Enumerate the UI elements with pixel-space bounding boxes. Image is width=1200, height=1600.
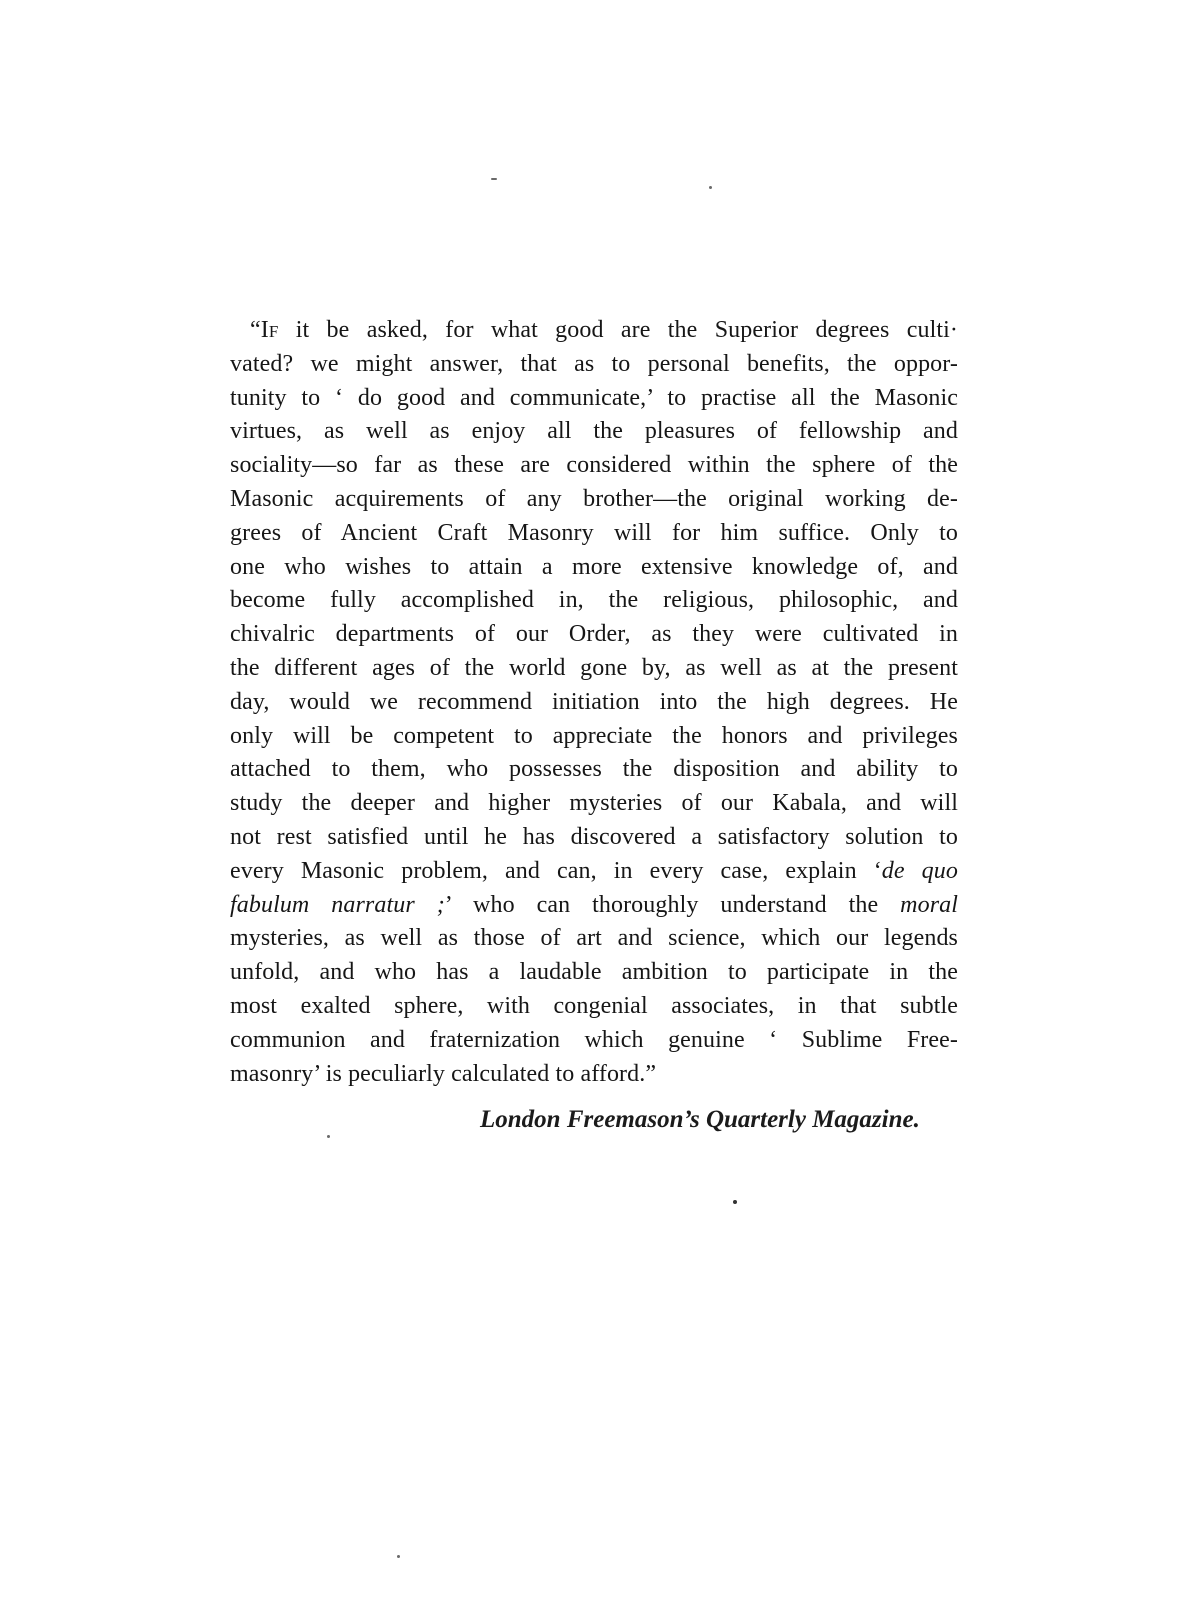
quote-line: “If it be asked, for what good are the Superior degrees culti· (250, 317, 958, 343)
ink-speck (733, 1200, 737, 1204)
drop-word: If (260, 317, 279, 343)
quote-line: tunity to ‘ do good and communicate,’ to practise all the Masonic (230, 384, 958, 411)
quote-line: mysteries, as well as those of art and science, which our legends (230, 925, 958, 952)
quote-line: attached to them, who possesses the disposition and ability to (230, 756, 958, 783)
epigraph-quote (230, 314, 958, 1091)
quote-line: the different ages of the world gone by, as well as at the present (230, 654, 958, 681)
quote-attribution: London Freemason’s Quarterly Magazine. (480, 1106, 920, 1133)
quote-line: most exalted sphere, with congenial associates, in that subtle (230, 992, 958, 1019)
ink-speck (397, 1555, 400, 1558)
quote-line: vated? we might answer, that as to personal benefits, the oppor- (230, 350, 958, 377)
quote-line: virtues, as well as enjoy all the pleasures of fellowship and (230, 418, 958, 445)
quote-line: sociality—so far as these are considered within the sphere of the (230, 452, 958, 479)
latin-phrase: de quo (881, 857, 958, 884)
emphasis-word: moral (900, 891, 958, 918)
quote-line: one who wishes to attain a more extensive knowledge of, and (230, 553, 958, 580)
latin-phrase: fabulum narratur ; (230, 891, 445, 918)
quote-line: masonry’ is peculiarly calculated to afford.” (230, 1060, 657, 1087)
ink-speck (491, 178, 497, 180)
quote-line: not rest satisfied until he has discovered a satisfactory solution to (230, 823, 958, 850)
quote-line: chivalric departments of our Order, as they were cultivated in (230, 621, 958, 648)
quote-line: fabulum narratur ;’ who can thoroughly understand the moral (230, 891, 958, 918)
quote-line: communion and fraternization which genuine ‘ Sublime Free- (230, 1026, 958, 1053)
ink-speck (327, 1135, 330, 1138)
quote-line: Masonic acquirements of any brother—the original working de- (230, 485, 958, 512)
quote-line: unfold, and who has a laudable ambition to participate in the (230, 959, 958, 986)
quote-line: study the deeper and higher mysteries of our Kabala, and will (230, 790, 958, 817)
quote-line: grees of Ancient Craft Masonry will for him suffice. Only to (230, 519, 958, 546)
quote-line: day, would we recommend initiation into the high degrees. He (230, 688, 958, 715)
quote-line: every Masonic problem, and can, in every case, explain ‘de quo (230, 857, 958, 884)
quote-line: only will be competent to appreciate the honors and privileges (230, 722, 958, 749)
quote-line: become fully accomplished in, the religious, philosophic, and (230, 587, 958, 614)
ink-speck (709, 186, 712, 189)
